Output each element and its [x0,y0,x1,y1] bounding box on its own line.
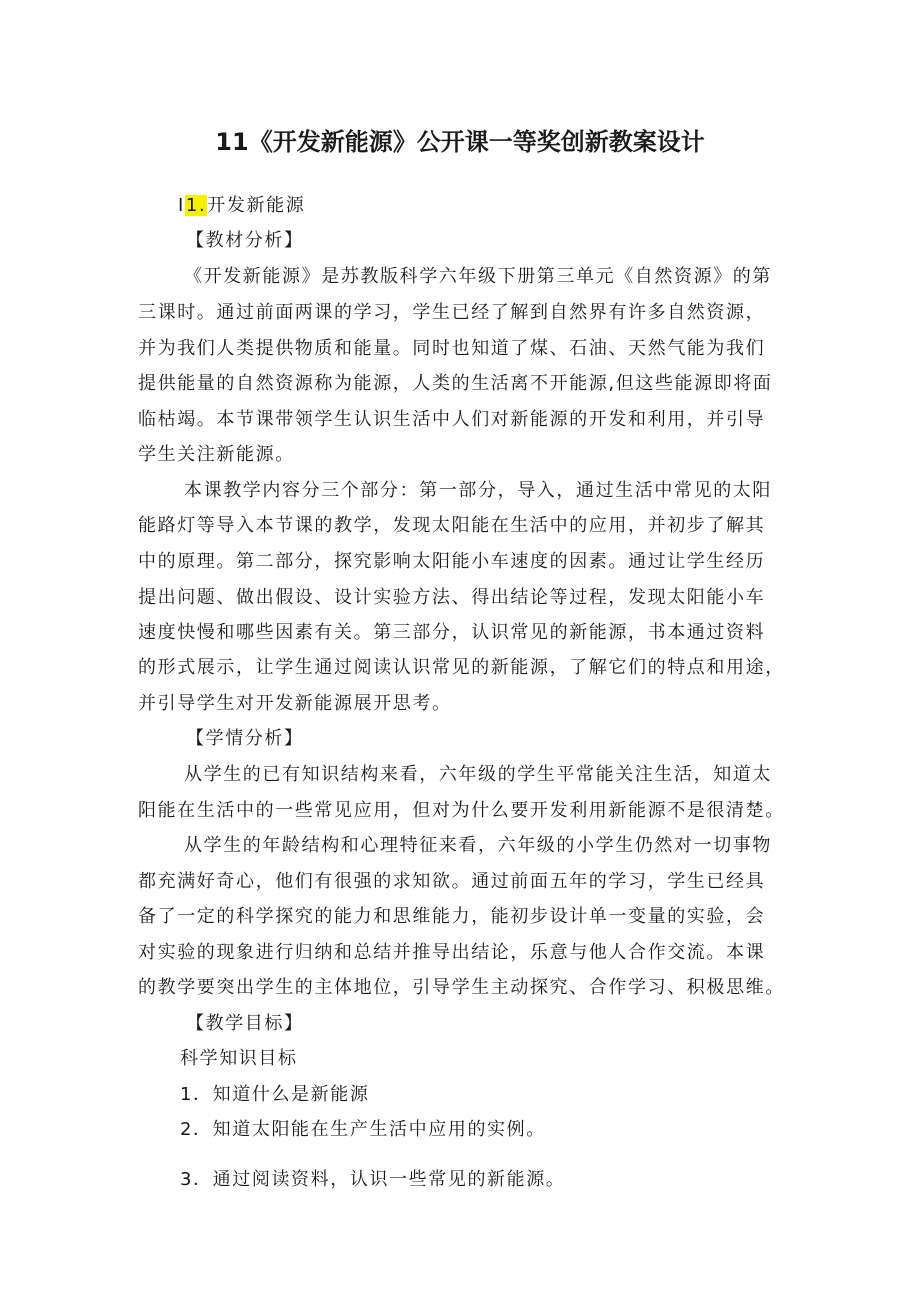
paragraph-line: 能路灯等导入本节课的教学，发现太阳能在生活中的应用，并初步了解其 [138,515,766,536]
paragraph-line: 学生关注新能源。 [138,444,295,465]
lesson-heading [178,194,305,218]
section-heading-learner: 【学情分析】 [186,728,304,749]
goals-subheading: 科学知识目标 [180,1048,298,1069]
paragraph-line: 提出问题、做出假设、设计实验方法、得出结论等过程，发现太阳能小车 [138,587,766,608]
goal-item: 3．通过阅读资料，认识一些常见的新能源。 [180,1169,566,1190]
goal-item: 2．知道太阳能在生产生活中应用的实例。 [180,1119,546,1140]
document-title: 11《开发新能源》公开课一等奖创新教案设计 [215,128,705,156]
goal-item: 1．知道什么是新能源 [180,1084,370,1105]
paragraph-line: 的形式展示，让学生通过阅读认识常见的新能源，了解它们的特点和用途， [138,657,785,678]
paragraph-line: 提供能量的自然资源称为能源，人类的生活离不开能源,但这些能源即将面 [138,373,773,394]
paragraph-line: 本课教学内容分三个部分：第一部分，导入，通过生活中常见的太阳 [184,480,772,501]
paragraph-line: 从学生的年龄结构和心理特征来看，六年级的小学生仍然对一切事物 [184,835,772,856]
paragraph-line: 并引导学生对开发新能源展开思考。 [138,693,452,714]
section-heading-goals: 【教学目标】 [186,1013,304,1034]
paragraph-line: 的教学要突出学生的主体地位，引导学生主动探究、合作学习、积极思维。 [138,977,785,998]
paragraph-line: 三课时。通过前面两课的学习，学生已经了解到自然界有许多自然资源， [138,302,766,323]
lesson-number-highlight: 1. [185,195,207,216]
paragraph-line: 对实验的现象进行归纳和总结并推导出结论，乐意与他人合作交流。本课 [138,942,766,963]
paragraph-line: 中的原理。第二部分，探究影响太阳能小车速度的因素。通过让学生经历 [138,551,766,572]
lesson-heading-text: 开发新能源 [207,195,306,216]
paragraph-line: 从学生的已有知识结构来看，六年级的学生平常能关注生活，知道太 [184,764,772,785]
section-heading-textbook: 【教材分析】 [186,230,304,251]
paragraph-line: 阳能在生活中的一些常见应用，但对为什么要开发利用新能源不是很清楚。 [138,800,785,821]
paragraph-line: 都充满好奇心，他们有很强的求知欲。通过前面五年的学习，学生已经具 [138,871,766,892]
paragraph-line: 速度快慢和哪些因素有关。第三部分，认识常见的新能源，书本通过资料 [138,622,766,643]
paragraph-line: 备了一定的科学探究的能力和思维能力，能初步设计单一变量的实验，会 [138,906,766,927]
paragraph-line: 临枯竭。本节课带领学生认识生活中人们对新能源的开发和利用，并引导 [138,409,766,430]
lesson-heading-prefix: I [178,195,185,216]
paragraph-line: 《开发新能源》是苏教版科学六年级下册第三单元《自然资源》的第 [184,266,772,287]
paragraph-line: 并为我们人类提供物质和能量。同时也知道了煤、石油、天然气能为我们 [138,338,766,359]
